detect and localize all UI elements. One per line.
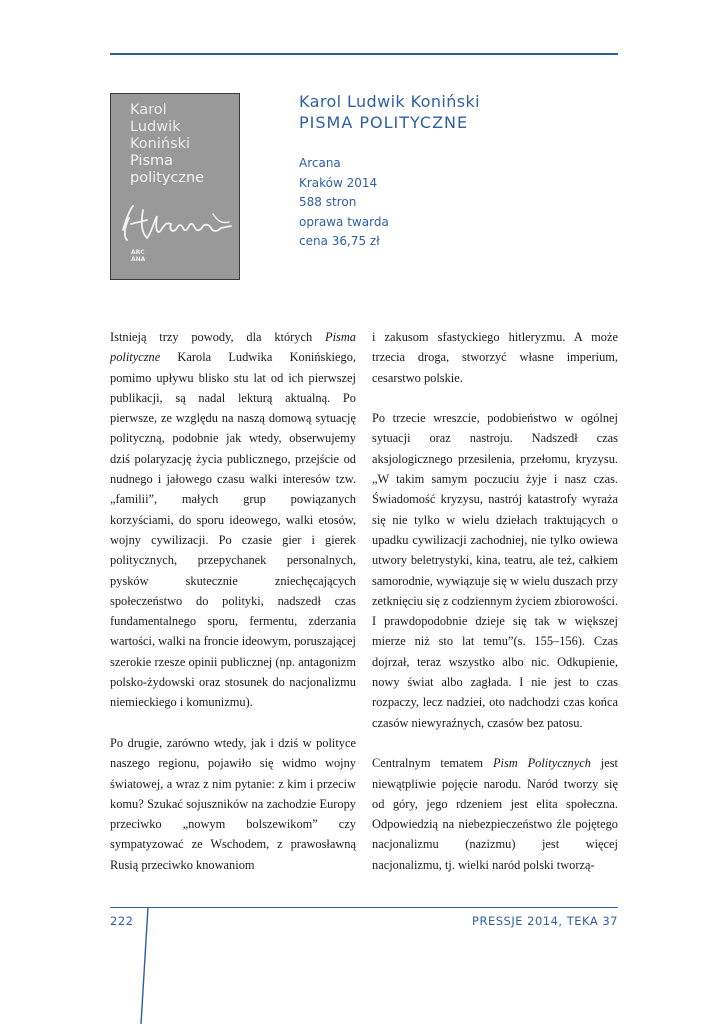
- book-title-italic: Pisma polityczne: [110, 330, 356, 365]
- text-run: i zakusom sfastyckiego hitleryzmu. A może trzecia droga, stworzyć własne imperium, cesarstwo polskie.: [372, 330, 618, 385]
- book-price: cena 36,75 zł: [299, 234, 380, 249]
- top-rule: [110, 53, 618, 55]
- cover-line-title-2: polityczne: [130, 170, 205, 186]
- text-run: Istnieją trzy powody, dla których: [110, 330, 326, 344]
- bottom-rule: [110, 907, 618, 908]
- cover-publisher-line-2: ANA: [131, 256, 146, 263]
- book-cover: [110, 93, 240, 280]
- cover-line-title-1: Pisma: [130, 153, 174, 169]
- book-info: [299, 91, 619, 252]
- text-run: Po drugie, zarówno wtedy, jak i dziś w polityce naszego regionu, pojawiło się widmo wojny światowej, a wraz z nim pytanie: z kim i przeciw komu? Szukać sojuszników na zachodzie Europy przeciwko „nowym bolszewikom” czy sympatyzować ze Wschodem, z prawosławną Rusią przeciwko knowaniom: [110, 735, 356, 872]
- paragraph: [372, 753, 618, 875]
- paragraph: [372, 408, 618, 733]
- text-run: Po trzecie wreszcie, podobieństwo w ogólnej sytuacji oraz nastroju. Nadszedł czas aksjologicznego przesilenia, przełomu, kryzysu. „W takim samym poczuciu żyje i nasz czas. Świadomość kryzysu, nastrój katastrofy wyraża się nie tylko w wielu dziełach traktujących o upadku cywilizacji zachodniej, nie tylko owiewa utwory beletrystyki, kina, teatru, ale też, całkiem samorodnie, wywiązuje się w wielu duszach przy zetknięciu się z codziennym życiem zbiorowości. I prawdopodobnie dzieje się tak w większej mierze niż sto lat temu”(s. 155–156). Czas dojrzał, teraz wszystko albo nic. Odkupienie, nowy świat albo zagłada. I nie jest to czas rozpaczy, lecz nadziei, oto nadchodzi czas końca czasów niewyraźnych, czasów bez patosu.: [372, 411, 618, 730]
- paragraph: [110, 733, 356, 875]
- text-run: jest niewątpliwie pojęcie narodu. Naród tworzy się od góry, jego rdzeniem jest elita społeczna. Odpowiedzią na niebezpieczeństwo źle pojętego nacjonalizmu (nazizmu) jest więcej nacjonalizmu, tj. wielki naród polski tworzą-: [372, 756, 618, 872]
- cover-publisher-logo: [131, 249, 155, 263]
- book-pages: 588 stron: [299, 195, 357, 210]
- book-title: PISMA POLITYCZNE: [299, 113, 469, 132]
- text-run: Karola Ludwika Konińskiego, pomimo upływu blisko stu lat od ich pierwszej publikacji, są nadal lekturą aktualną. Po pierwsze, ze względu na naszą domową sytuację polityczną, podobnie jak wtedy, obserwujemy dziś polaryzację życia publicznego, przejście od nudnego i jałowego czasu walki interesów tzw. „familii”, małych grup powiązanych korzyściami, do sporu ideowego, walki etosów, wojny cywilizacji. Po czasie gier i gierek politycznych, przepychanek personalnych, pysków skutecznie zniechęcających społeczeństwo do polityki, nadszedł czas fundamentalnego sporu, fermentu, zderzania wartości, walki na froncie ideowym, poruszającej szerokie rzesze opinii publicznej (np. antagonizm polsko-żydowski oraz stosunek do nacjonalizmu niemieckiego i komunizmu).: [110, 350, 356, 710]
- footer-vertical-rule: [140, 907, 150, 1024]
- cover-publisher-line-1: ARC: [131, 249, 145, 256]
- cover-signature-image: [117, 194, 241, 250]
- cover-line-author-middle: Ludwik: [130, 119, 181, 135]
- book-author: Karol Ludwik Koniński: [299, 92, 481, 111]
- journal-issue: PRESSJE 2014, TEKA 37: [472, 914, 618, 928]
- book-binding: oprawa twarda: [299, 214, 389, 229]
- cover-line-author-first: Karol: [130, 102, 167, 118]
- text-run: Centralnym tematem: [372, 756, 493, 771]
- book-title-italic: Pism Politycznych: [492, 756, 591, 771]
- article-column-right: [372, 327, 618, 895]
- paragraph: [110, 327, 356, 713]
- paragraph: [372, 327, 618, 388]
- page-number: 222: [110, 914, 134, 928]
- book-publisher: Arcana: [299, 156, 341, 170]
- book-place-year: Kraków 2014: [299, 175, 378, 190]
- book-meta: [299, 154, 619, 252]
- cover-title: [130, 102, 238, 187]
- article-column-left: [110, 327, 356, 895]
- cover-line-author-last: Koniński: [130, 136, 191, 152]
